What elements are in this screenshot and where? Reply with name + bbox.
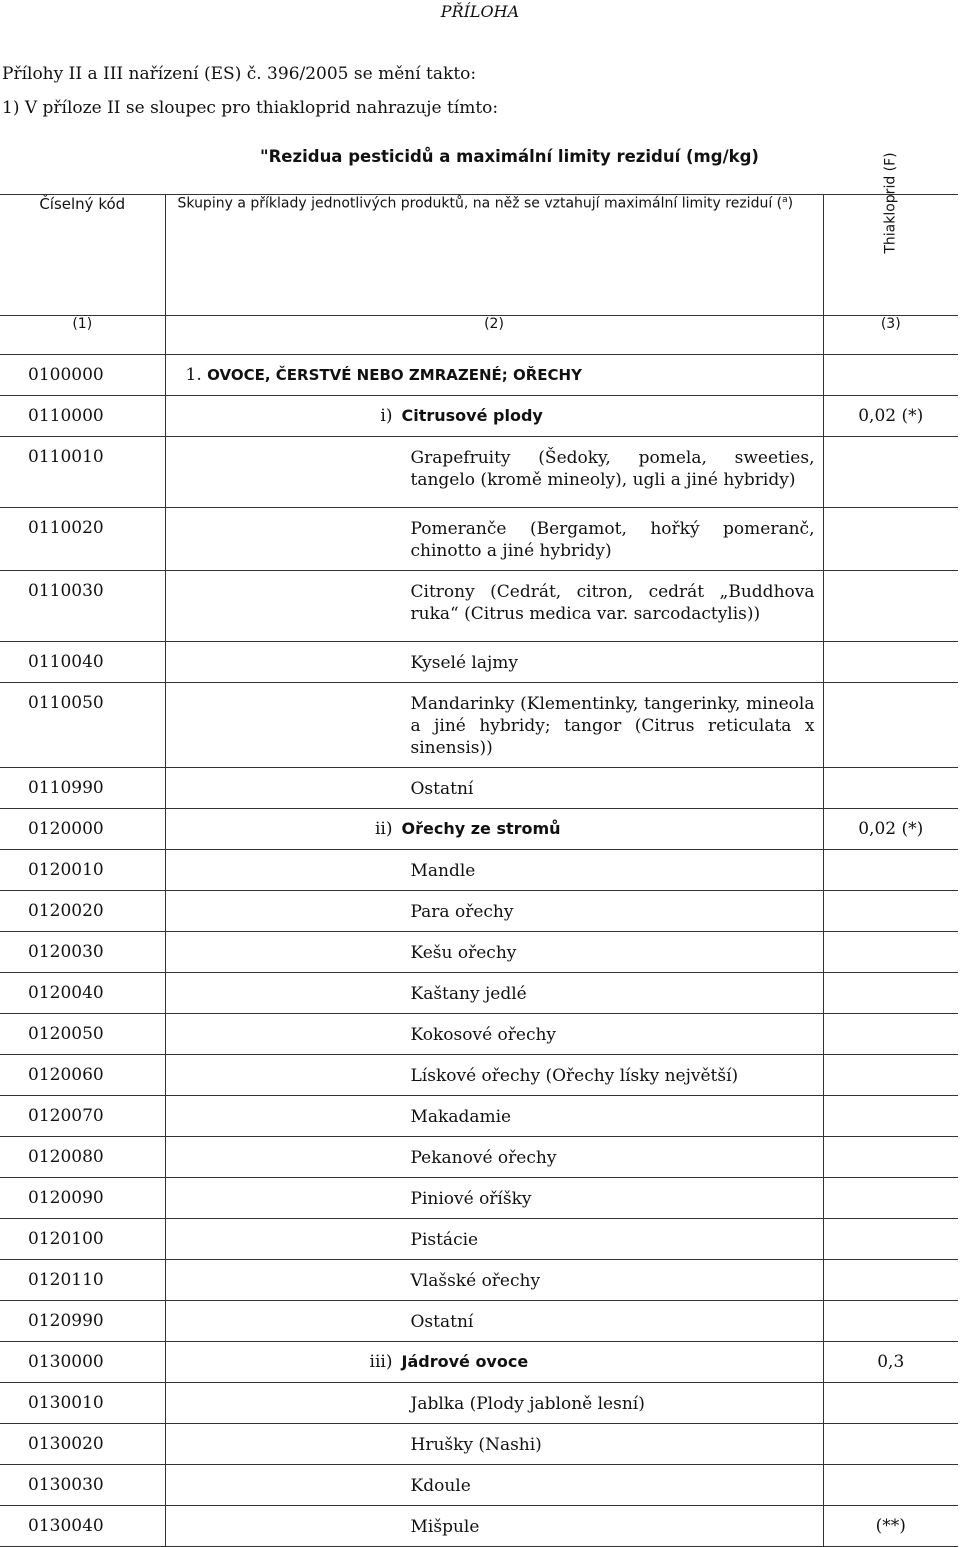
row-value: [823, 642, 958, 683]
section-title: OVOCE, ČERSTVÉ NEBO ZMRAZENÉ; OŘECHY: [207, 366, 582, 384]
row-name-cell: [165, 891, 823, 932]
row-value: [823, 973, 958, 1014]
row-name-cell: [165, 1301, 823, 1342]
row-value: [823, 891, 958, 932]
product-name: Mandarinky (Klementinky, tangerinky, mineola a jiné hybridy; tangor (Citrus reticulata x sinensis)): [410, 694, 815, 758]
row-value: [823, 1260, 958, 1301]
row-name-cell: [165, 1219, 823, 1260]
table-title: "Rezidua pesticidů a maximální limity reziduí (mg/kg): [260, 147, 759, 166]
group-row: [0, 1342, 958, 1383]
product-name: Grapefruity (Šedoky, pomela, sweeties, tangelo (kromě mineoly), ugli a jiné hybridy): [410, 448, 815, 490]
row-name-cell: [165, 571, 823, 642]
row-value: [823, 1137, 958, 1178]
row-name-cell: [165, 642, 823, 683]
row-code: 0120080: [0, 1137, 165, 1178]
table-row: [0, 437, 958, 508]
group-name: Jádrové ovoce: [401, 1352, 529, 1371]
intro-line-2: 1) V příloze II se sloupec pro thiakloprid nahrazuje tímto:: [2, 98, 499, 118]
table-header-row: [0, 195, 958, 316]
product-name: Lískové ořechy (Ořechy lísky největší): [410, 1066, 739, 1086]
header-products-text: Skupiny a příklady jednotlivých produktů, na něž se vztahují maximální limity reziduí (: [177, 195, 783, 212]
row-value: [823, 508, 958, 571]
table-row: [0, 973, 958, 1014]
table-row: [0, 850, 958, 891]
header-products: [165, 195, 823, 316]
product-name: Ostatní: [410, 1312, 474, 1332]
row-name-cell: [165, 1424, 823, 1465]
row-name-cell: [165, 1465, 823, 1506]
product-name: Vlašské ořechy: [410, 1271, 541, 1291]
group-name: Citrusové plody: [401, 406, 543, 425]
group-row: [0, 396, 958, 437]
row-name-cell: [165, 508, 823, 571]
row-value: (**): [823, 1506, 958, 1547]
group-numeral: i): [380, 406, 393, 426]
row-name-cell: [165, 1096, 823, 1137]
row-code: 0130040: [0, 1506, 165, 1547]
section-cell: [165, 355, 823, 396]
column-number: (1): [0, 316, 165, 355]
product-name: Pomeranče (Bergamot, hořký pomeranč, chinotto a jiné hybridy): [410, 519, 815, 561]
row-code: 0130030: [0, 1465, 165, 1506]
row-name-cell: [165, 1137, 823, 1178]
row-name-cell: [165, 1055, 823, 1096]
row-code: 0130010: [0, 1383, 165, 1424]
table-row: [0, 1178, 958, 1219]
intro-line-1: Přílohy II a III nařízení (ES) č. 396/2005 se mění takto:: [2, 64, 477, 84]
row-name-cell: [165, 768, 823, 809]
product-name: Kdoule: [410, 1476, 471, 1496]
row-code: 0130020: [0, 1424, 165, 1465]
table-row: [0, 1055, 958, 1096]
product-name: Pistácie: [410, 1230, 479, 1250]
row-name-cell: [165, 973, 823, 1014]
table-row: [0, 1219, 958, 1260]
row-code: 0110020: [0, 508, 165, 571]
section-row: [0, 355, 958, 396]
row-code: 0120100: [0, 1219, 165, 1260]
product-name: Hrušky (Nashi): [410, 1435, 542, 1455]
row-code: 0120110: [0, 1260, 165, 1301]
column-number: (2): [165, 316, 823, 355]
row-code: 0120020: [0, 891, 165, 932]
column-number-row: [0, 316, 958, 355]
row-name-cell: [165, 1383, 823, 1424]
row-name-cell: [165, 396, 823, 437]
header-substance-label: Thiakloprid (F): [882, 152, 899, 254]
row-value: [823, 1055, 958, 1096]
row-value: [823, 683, 958, 768]
product-name: Kokosové ořechy: [410, 1025, 557, 1045]
group-numeral: iii): [369, 1352, 393, 1372]
row-name-cell: [165, 683, 823, 768]
table-row: [0, 1014, 958, 1055]
table-row: [0, 891, 958, 932]
row-value: [823, 1178, 958, 1219]
row-code: 0110050: [0, 683, 165, 768]
table-row: [0, 1424, 958, 1465]
group-row: [0, 809, 958, 850]
row-value: [823, 1219, 958, 1260]
table-row: [0, 1096, 958, 1137]
row-code: 0120040: [0, 973, 165, 1014]
row-value: 0,3: [823, 1342, 958, 1383]
table-row: [0, 1260, 958, 1301]
row-name-cell: [165, 1014, 823, 1055]
product-name: Pekanové ořechy: [410, 1148, 557, 1168]
product-name: Makadamie: [410, 1107, 512, 1127]
row-value: 0,02 (*): [823, 809, 958, 850]
row-name-cell: [165, 1506, 823, 1547]
row-value: [823, 850, 958, 891]
product-name: Mišpule: [410, 1517, 480, 1537]
product-name: Mandle: [410, 861, 476, 881]
row-value: [823, 1424, 958, 1465]
table-row: [0, 508, 958, 571]
product-name: Jablka (Plody jabloně lesní): [410, 1394, 645, 1414]
table-body: [0, 355, 958, 1547]
product-name: Citrony (Cedrát, citron, cedrát „Buddhova ruka“ (Citrus medica var. sarcodactylis)): [410, 582, 815, 624]
table-row: [0, 683, 958, 768]
row-value: [823, 1096, 958, 1137]
row-code: 0120000: [0, 809, 165, 850]
row-name-cell: [165, 850, 823, 891]
row-value: [823, 932, 958, 973]
row-value: [823, 768, 958, 809]
product-name: Para ořechy: [410, 902, 514, 922]
row-value: [823, 1465, 958, 1506]
row-name-cell: [165, 1178, 823, 1219]
row-name-cell: [165, 809, 823, 850]
header-code: Číselný kód: [0, 195, 165, 316]
annex-heading: PŘÍLOHA: [440, 2, 520, 21]
table-row: [0, 1506, 958, 1547]
row-code: 0110010: [0, 437, 165, 508]
header-substance: [823, 152, 958, 316]
group-numeral: ii): [374, 819, 393, 839]
row-name-cell: [165, 1342, 823, 1383]
row-value: [823, 437, 958, 508]
row-code: 0110000: [0, 396, 165, 437]
row-code: 0100000: [0, 355, 165, 396]
row-code: 0120010: [0, 850, 165, 891]
group-name: Ořechy ze stromů: [401, 819, 561, 838]
row-code: 0120030: [0, 932, 165, 973]
row-value: [823, 355, 958, 396]
row-code: 0130000: [0, 1342, 165, 1383]
row-code: 0120090: [0, 1178, 165, 1219]
column-number: (3): [823, 316, 958, 355]
row-name-cell: [165, 1260, 823, 1301]
table-row: [0, 932, 958, 973]
row-value: [823, 1301, 958, 1342]
header-products-close: ): [787, 195, 794, 212]
row-name-cell: [165, 932, 823, 973]
product-name: Kešu ořechy: [410, 943, 517, 963]
table-row: [0, 768, 958, 809]
section-number: 1.: [185, 365, 202, 385]
table-row: [0, 1383, 958, 1424]
product-name: Piniové oříšky: [410, 1189, 532, 1209]
row-code: 0120070: [0, 1096, 165, 1137]
row-name-cell: [165, 437, 823, 508]
table-row: [0, 1137, 958, 1178]
table-row: [0, 1301, 958, 1342]
row-code: 0110990: [0, 768, 165, 809]
row-code: 0120050: [0, 1014, 165, 1055]
row-value: [823, 571, 958, 642]
row-value: [823, 1014, 958, 1055]
row-code: 0110030: [0, 571, 165, 642]
row-code: 0120990: [0, 1301, 165, 1342]
row-value: 0,02 (*): [823, 396, 958, 437]
product-name: Kaštany jedlé: [410, 984, 527, 1004]
product-name: Ostatní: [410, 779, 474, 799]
header-products-footnote: a: [782, 195, 788, 205]
product-name: Kyselé lajmy: [410, 653, 518, 673]
table-row: [0, 1465, 958, 1506]
row-code: 0120060: [0, 1055, 165, 1096]
table-row: [0, 571, 958, 642]
table-row: [0, 642, 958, 683]
row-value: [823, 1383, 958, 1424]
row-code: 0110040: [0, 642, 165, 683]
